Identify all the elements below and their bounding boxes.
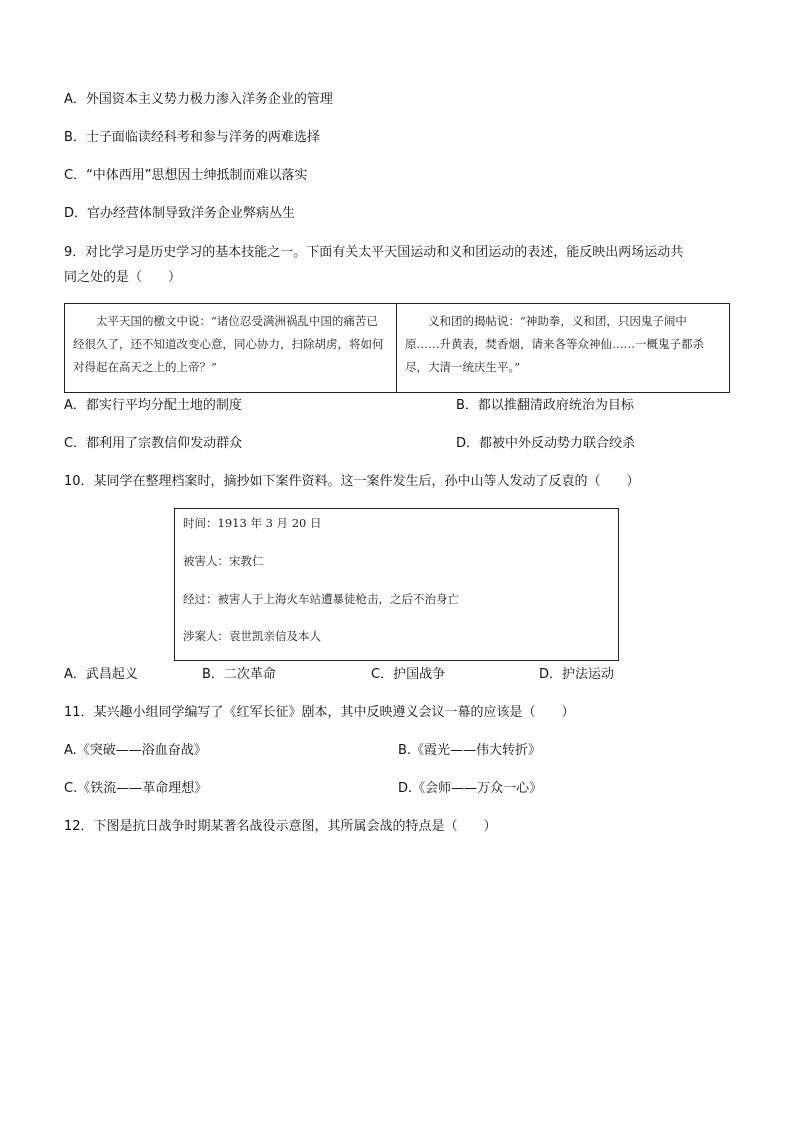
q9-option-b: B．都以推翻清政府统治为目标 <box>456 398 634 413</box>
q9-option-d: D．都被中外反动势力联合绞杀 <box>456 436 636 451</box>
q10-option-a: A．武昌起义 <box>64 667 138 682</box>
q9-taiping-text: 太平天国的檄文中说：“诸位忍受满洲祸乱中国的痛苦已经很久了，还不知道改变心意，同心协力，扫除胡虏，将如何对得起在高天之上的上帝？” <box>73 314 384 374</box>
q10-case-box <box>174 508 619 661</box>
q10-option-d: D．护法运动 <box>539 667 615 682</box>
case-victim: 被害人：宋教仁 <box>183 554 264 568</box>
q11-option-c: C.《铁流——革命理想》 <box>64 781 208 796</box>
q9-boxer-text: 义和团的揭帖说：“神助拳，义和团，只因鬼子闹中原……升黄表，焚香烟，请来各等众神仙……一概鬼子都杀尽，大清一统庆生平。” <box>405 314 704 374</box>
q8-option-c: C．“中体西用”思想因士绅抵制而难以落实 <box>64 168 308 183</box>
case-time: 时间：1913 年 3 月 20 日 <box>183 516 322 530</box>
q11-option-a: A.《突破——浴血奋战》 <box>64 743 207 758</box>
q10-option-b: B．二次革命 <box>202 667 276 682</box>
q11-stem: 11．某兴趣小组同学编写了《红军长征》剧本，其中反映遵义会议一幕的应该是（ ） <box>64 705 575 720</box>
q9-source-table <box>64 303 730 393</box>
q10-stem: 10．某同学在整理档案时，摘抄如下案件资料。这一案件发生后，孙中山等人发动了反袁的（ ） <box>64 474 640 489</box>
q11-option-d: D.《会师——万众一心》 <box>398 781 543 796</box>
q9-stem-line1: 9．对比学习是历史学习的基本技能之一。下面有关太平天国运动和义和团运动的表述，能反映出两场运动共 <box>64 245 684 260</box>
q8-option-b: B．士子面临读经科考和参与洋务的两难选择 <box>64 130 320 145</box>
q9-option-c: C．都利用了宗教信仰发动群众 <box>64 436 243 451</box>
q9-option-a: A．都实行平均分配土地的制度 <box>64 398 242 413</box>
case-process: 经过：被害人于上海火车站遭暴徒枪击，之后不治身亡 <box>183 592 459 606</box>
q8-option-a: A．外国资本主义势力极力渗入洋务企业的管理 <box>64 92 333 107</box>
q12-stem: 12．下图是抗日战争时期某著名战役示意图，其所属会战的特点是（ ） <box>64 819 497 834</box>
case-suspect: 涉案人：袁世凯亲信及本人 <box>183 629 321 643</box>
q10-option-c: C．护国战争 <box>371 667 446 682</box>
q11-option-b: B.《霞光——伟大转折》 <box>398 743 542 758</box>
q8-option-d: D．官办经营体制导致洋务企业弊病丛生 <box>64 206 296 221</box>
q9-stem-line2: 同之处的是（ ） <box>64 270 182 285</box>
